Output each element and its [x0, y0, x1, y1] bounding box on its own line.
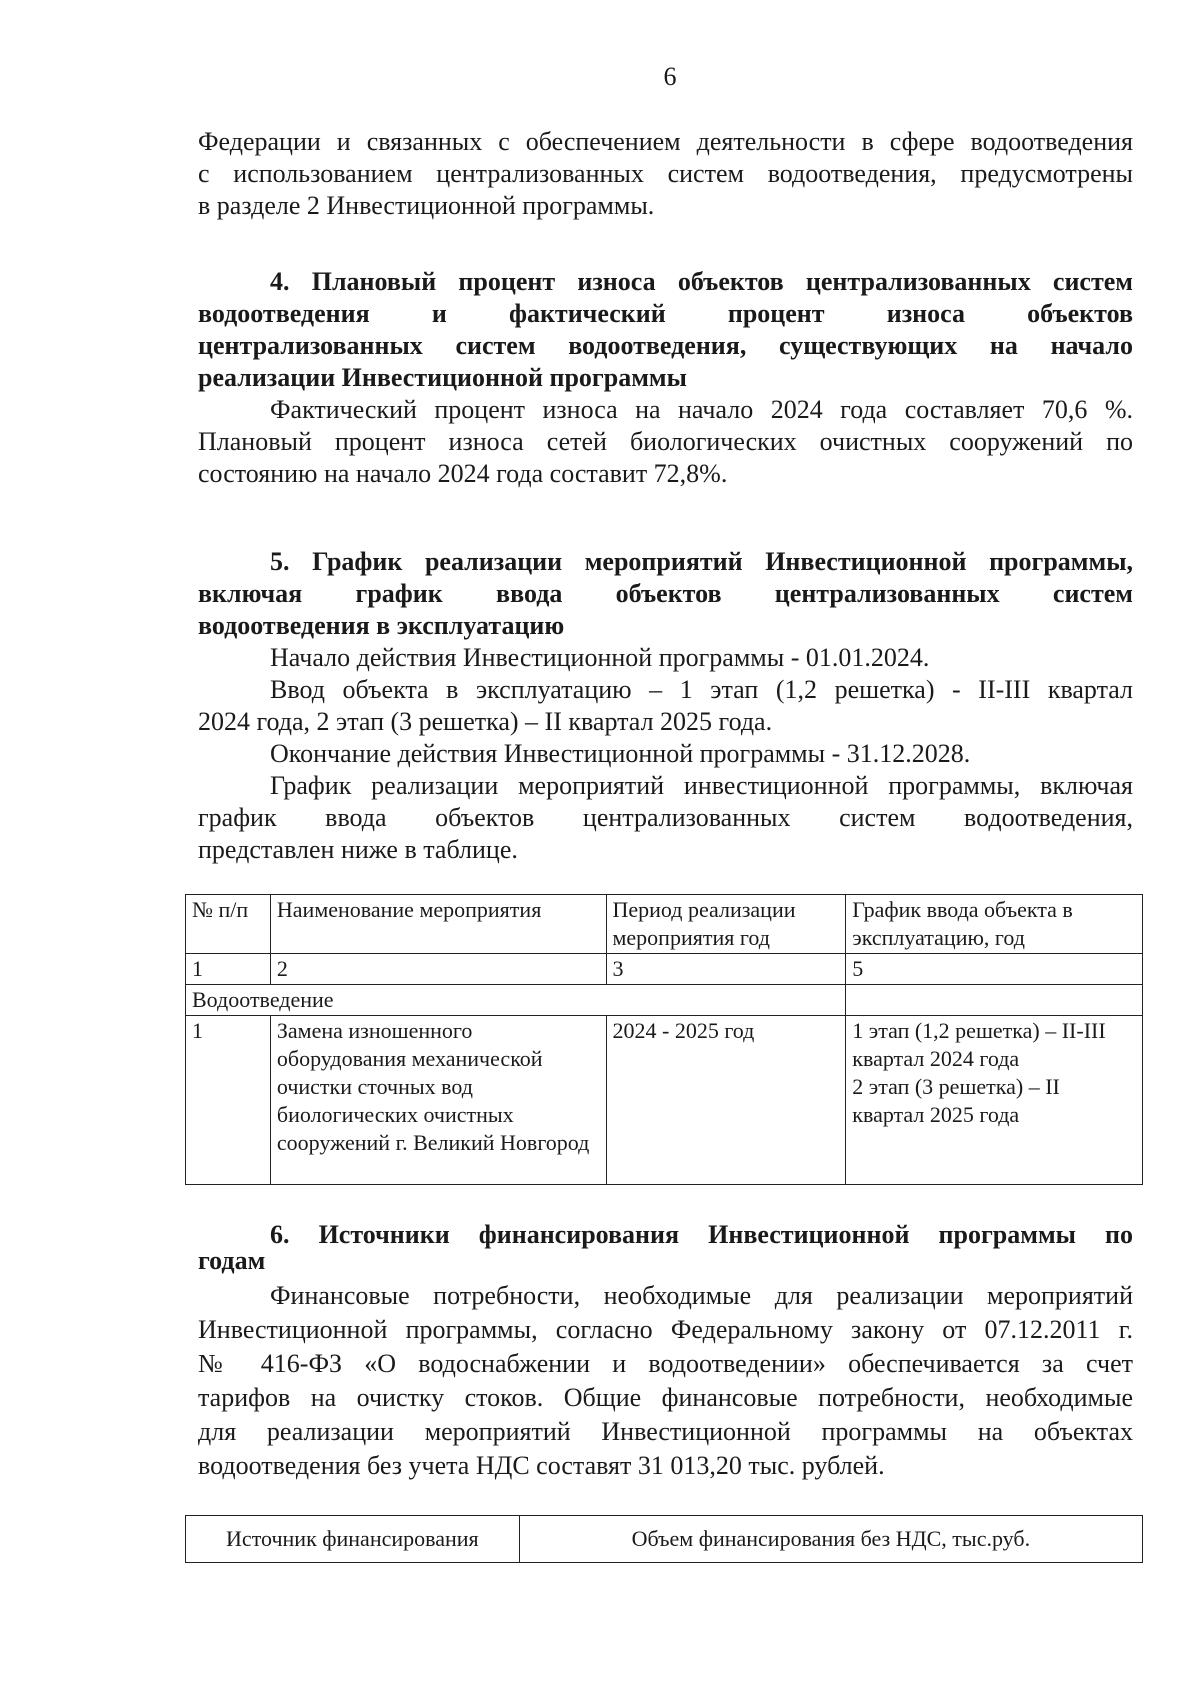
- text-line: Финансовые потребности, необходимые для реализации мероприятий: [270, 1281, 1133, 1310]
- table-cell: 2024 - 2025 год: [606, 1016, 846, 1185]
- table-cell: [846, 1016, 1143, 1185]
- table-group-row: [186, 985, 1143, 1016]
- text-line: для реализации мероприятий Инвестиционной программы на объектах: [198, 1417, 1133, 1446]
- text-line: Плановый процент износа сетей биологических очистных сооружений по: [198, 427, 1133, 456]
- header-cell: Объем финансирования без НДС, тыс.руб.: [519, 1516, 1142, 1563]
- header-cell: № п/п: [186, 895, 271, 954]
- section-heading: водоотведения в эксплуатацию: [198, 611, 565, 640]
- table-cell: 1: [186, 1016, 271, 1185]
- text-line: Федерации и связанных с обеспечением деятельности в сфере водоотведения: [198, 127, 1133, 156]
- text-line: № 416-ФЗ «О водоснабжении и водоотведении» обеспечивается за счет: [198, 1349, 1133, 1378]
- text-line: состоянию на начало 2024 года составит 72,8%.: [198, 459, 728, 488]
- section-heading: реализации Инвестиционной программы: [198, 363, 687, 392]
- table-cell: 2: [270, 954, 606, 985]
- text-line: с использованием централизованных систем водоотведения, предусмотрены: [198, 159, 1133, 188]
- schedule-table: [185, 894, 1143, 1185]
- program-end: Окончание действия Инвестиционной программы - 31.12.2028.: [270, 739, 971, 768]
- text-line: Ввод объекта в эксплуатацию – 1 этап (1,2 решетка) - II-III квартал: [270, 675, 1133, 704]
- page-number: 6: [663, 62, 677, 91]
- section-heading: включая график ввода объектов централизованных систем: [198, 579, 1133, 608]
- section-4: [198, 266, 1133, 490]
- table-header-row: [186, 895, 1143, 954]
- table-cell: Замена изношенного оборудования механической очистки сточных вод биологических очистных сооружений г. Великий Новгород: [270, 1016, 606, 1185]
- table-cell: [846, 985, 1143, 1016]
- schedule-stage-1: 1 этап (1,2 решетка) – II-III квартал 2024 года: [852, 1018, 1106, 1071]
- schedule-stage-2: 2 этап (3 решетка) – II квартал 2025 года: [852, 1074, 1060, 1127]
- table-cell: 3: [606, 954, 846, 985]
- financing-table: [185, 1515, 1143, 1563]
- text-line: График реализации мероприятий инвестиционной программы, включая: [270, 771, 1133, 800]
- section-5: [198, 546, 1133, 866]
- header-cell: Период реализации мероприятия год: [606, 895, 846, 954]
- table-header-row: [186, 1516, 1143, 1563]
- section-heading: годам: [198, 1246, 266, 1275]
- text-line: тарифов на очистку стоков. Общие финансовые потребности, необходимые: [198, 1383, 1133, 1412]
- text-line: Фактический процент износа на начало 2024 года составляет 70,6 %.: [270, 395, 1133, 424]
- table-cell: 5: [846, 954, 1143, 985]
- header-cell: Наименование мероприятия: [270, 895, 606, 954]
- header-cell: Источник финансирования: [186, 1516, 520, 1563]
- text-line: в разделе 2 Инвестиционной программы.: [198, 191, 655, 220]
- section-heading: 6. Источники финансирования Инвестиционной программы по: [270, 1220, 1133, 1249]
- table-cell: 1: [186, 954, 271, 985]
- text-line: Инвестиционной программы, согласно Федеральному закону от 07.12.2011 г.: [198, 1315, 1133, 1344]
- section-heading: 5. График реализации мероприятий Инвестиционной программы,: [270, 547, 1133, 576]
- text-line: график ввода объектов централизованных систем водоотведения,: [198, 803, 1133, 832]
- program-start: Начало действия Инвестиционной программы - 01.01.2024.: [270, 643, 930, 672]
- section-6: [198, 1219, 1133, 1483]
- section-heading: централизованных систем водоотведения, существующих на начало: [198, 331, 1133, 360]
- intro-paragraph: [198, 126, 1133, 222]
- group-cell: Водоотведение: [186, 985, 846, 1016]
- text-line: водоотведения без учета НДС составят 31 013,20 тыс. рублей.: [198, 1451, 885, 1480]
- text-line: 2024 года, 2 этап (3 решетка) – II квартал 2025 года.: [198, 707, 773, 736]
- header-cell: График ввода объекта в эксплуатацию, год: [846, 895, 1143, 954]
- table-row: [186, 1016, 1143, 1185]
- text-line: представлен ниже в таблице.: [198, 835, 518, 864]
- table-column-numbers-row: [186, 954, 1143, 985]
- section-heading: водоотведения и фактический процент износа объектов: [198, 299, 1133, 328]
- section-heading: 4. Плановый процент износа объектов централизованных систем: [270, 267, 1133, 296]
